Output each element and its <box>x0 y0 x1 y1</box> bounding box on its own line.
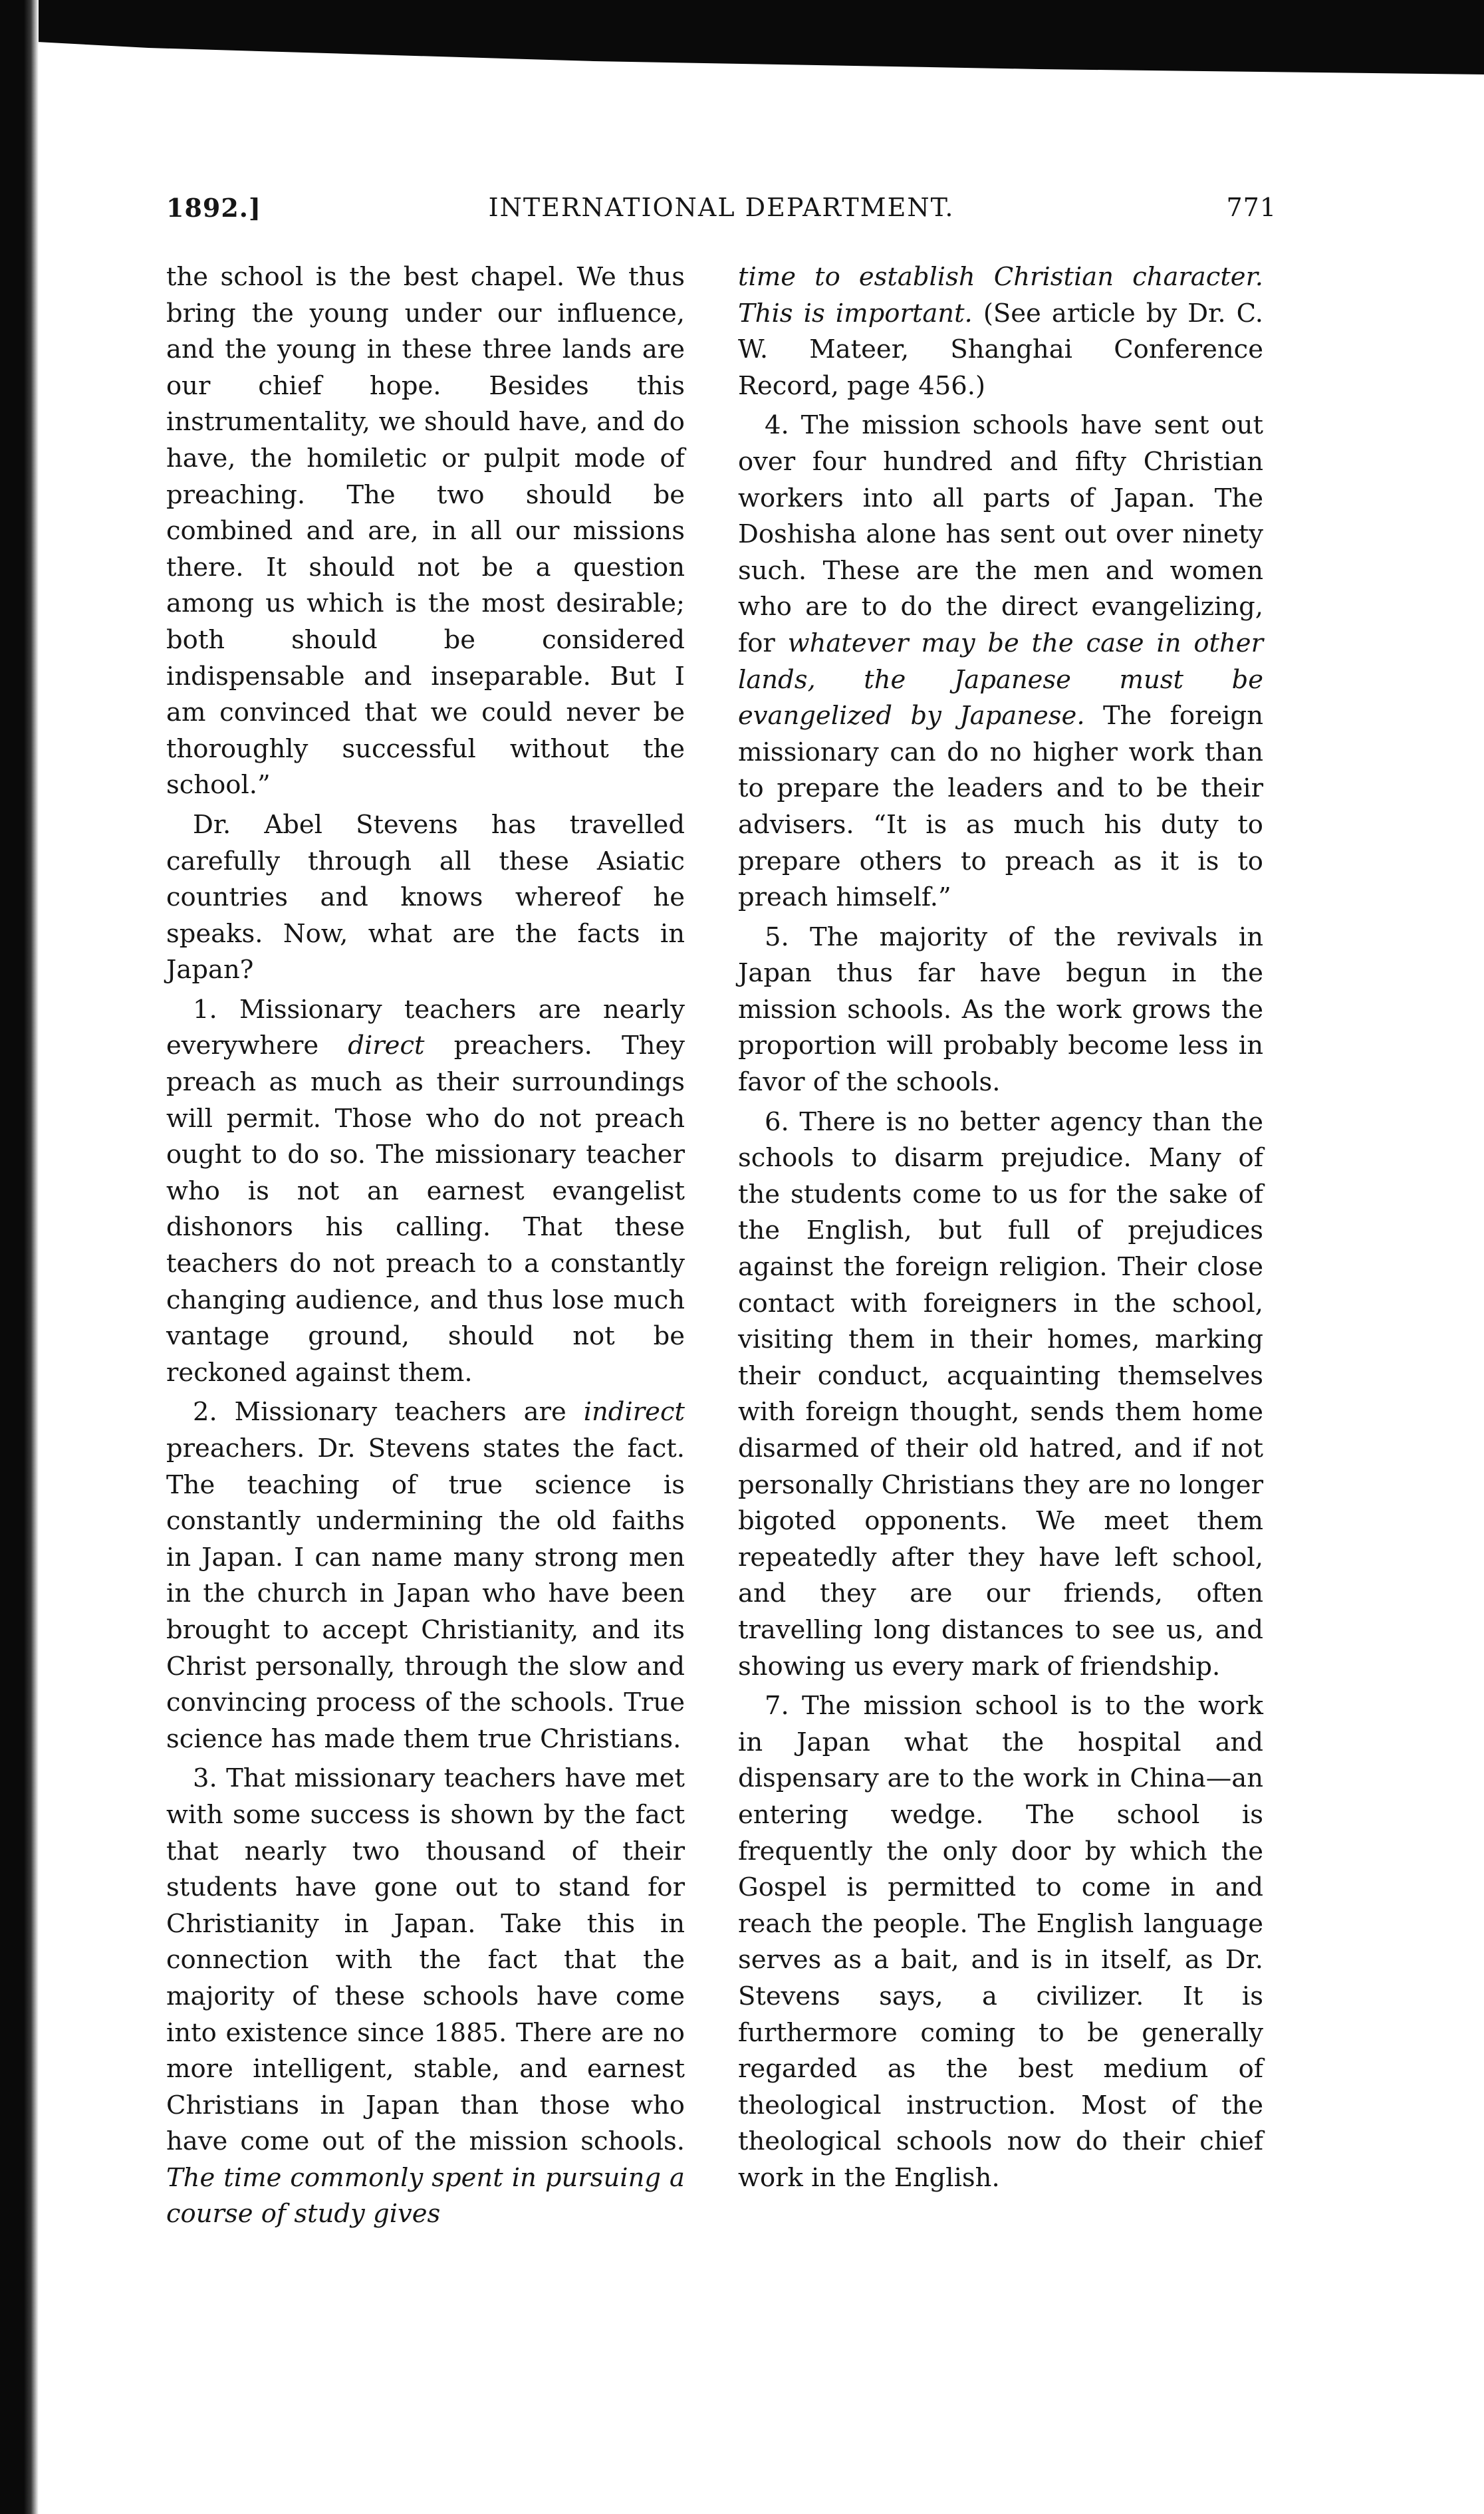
right-column <box>738 259 1263 2200</box>
paragraph: 4. The mission schools have sent out over four hundred and fifty Christian workers into all parts of Japan. The Doshisha alone has sent out over ninety such. These are the men and women who are to do the direct evangelizing, for whatever may be the case in other lands, the Japanese must be evangelized by Japanese. The foreign missionary can do no higher work than to prepare the leaders and to be their advisers. “It is as much his duty to prepare others to preach as it is to preach himself.” <box>738 410 1263 913</box>
header-year: 1892.] <box>166 193 261 223</box>
paragraph: 2. Missionary teachers are indirect preachers. Dr. Stevens states the fact. The teaching of true science is constantly undermining the old faiths in Japan. I can name many strong men in the church in Japan who have been brought to accept Christianity, and its Christ personally, through the slow and convincing process of the schools. True science has made them true Christians. <box>166 1397 685 1754</box>
paragraph: the school is the best chapel. We thus bring the young under our influence, and the young in these three lands are our chief hope. Besides this instrumentality, we should have, and do have, the homiletic or pulpit mode of preaching. The two should be combined and are, in all our missions there. It should not be a question among us which is the most desirable; both should be considered indispensable and inseparable. But I am convinced that we could never be thoroughly successful without the school.” <box>166 262 685 801</box>
paragraph: 3. That missionary teachers have met with some success is shown by the fact that nearly two thousand of their students have gone out to stand for Christianity in Japan. Take this in connection with the fact that the majority of these schools have come into existence since 1885. There are no more intelligent, stable, and earnest Christians in Japan than those who have come out of the mission schools. The time commonly spent in pursuing a course of study gives <box>166 1763 685 2229</box>
paragraph: 1. Missionary teachers are nearly everywhere direct preachers. They preach as much as their surroundings will permit. Those who do not preach ought to do so. The missionary teacher who is not an earnest evangelist dishonors his calling. That these teachers do not preach to a constantly changing audience, and thus lose much vantage ground, should not be reckoned against them. <box>166 994 685 1388</box>
paragraph: 6. There is no better agency than the schools to disarm prejudice. Many of the students come to us for the sake of the English, but full of prejudices against the foreign religion. Their close contact with foreigners in the school, visiting them in their homes, marking their conduct, acquainting themselves with foreign thought, sends them home disarmed of their old hatred, and if not personally Christians they are no longer bigoted opponents. We meet them repeatedly after they have left school, and they are our friends, often travelling long distances to see us, and showing us every mark of friendship. <box>738 1106 1263 1682</box>
header-section-title: INTERNATIONAL DEPARTMENT. <box>488 193 955 222</box>
running-head <box>166 193 1277 239</box>
paragraph: Dr. Abel Stevens has travelled carefully through all these Asiatic countries and knows whereof he speaks. Now, what are the facts in Japan? <box>166 809 685 985</box>
page <box>166 180 1277 2229</box>
paragraph: 5. The majority of the revivals in Japan thus far have begun in the mission schools. As the work grows the proportion will probably become less in favor of the schools. <box>738 922 1263 1098</box>
left-column <box>166 259 685 2236</box>
scan-border-top <box>0 0 1484 133</box>
scan-border-left <box>0 0 39 2514</box>
paragraph: time to establish Christian character. This is important. (See article by Dr. C. W. Mateer, Shanghai Conference Record, page 456.) <box>738 262 1263 401</box>
page-number: 771 <box>1226 193 1277 222</box>
paragraph: 7. The mission school is to the work in Japan what the hospital and dispensary are to the work in China—an entering wedge. The school is frequently the only door by which the Gospel is permitted to come in and reach the people. The English language serves as a bait, and is in itself, as Dr. Stevens says, a civilizer. It is furthermore coming to be generally regarded as the best medium of theological instruction. Most of the theological schools now do their chief work in the English. <box>738 1691 1263 2193</box>
